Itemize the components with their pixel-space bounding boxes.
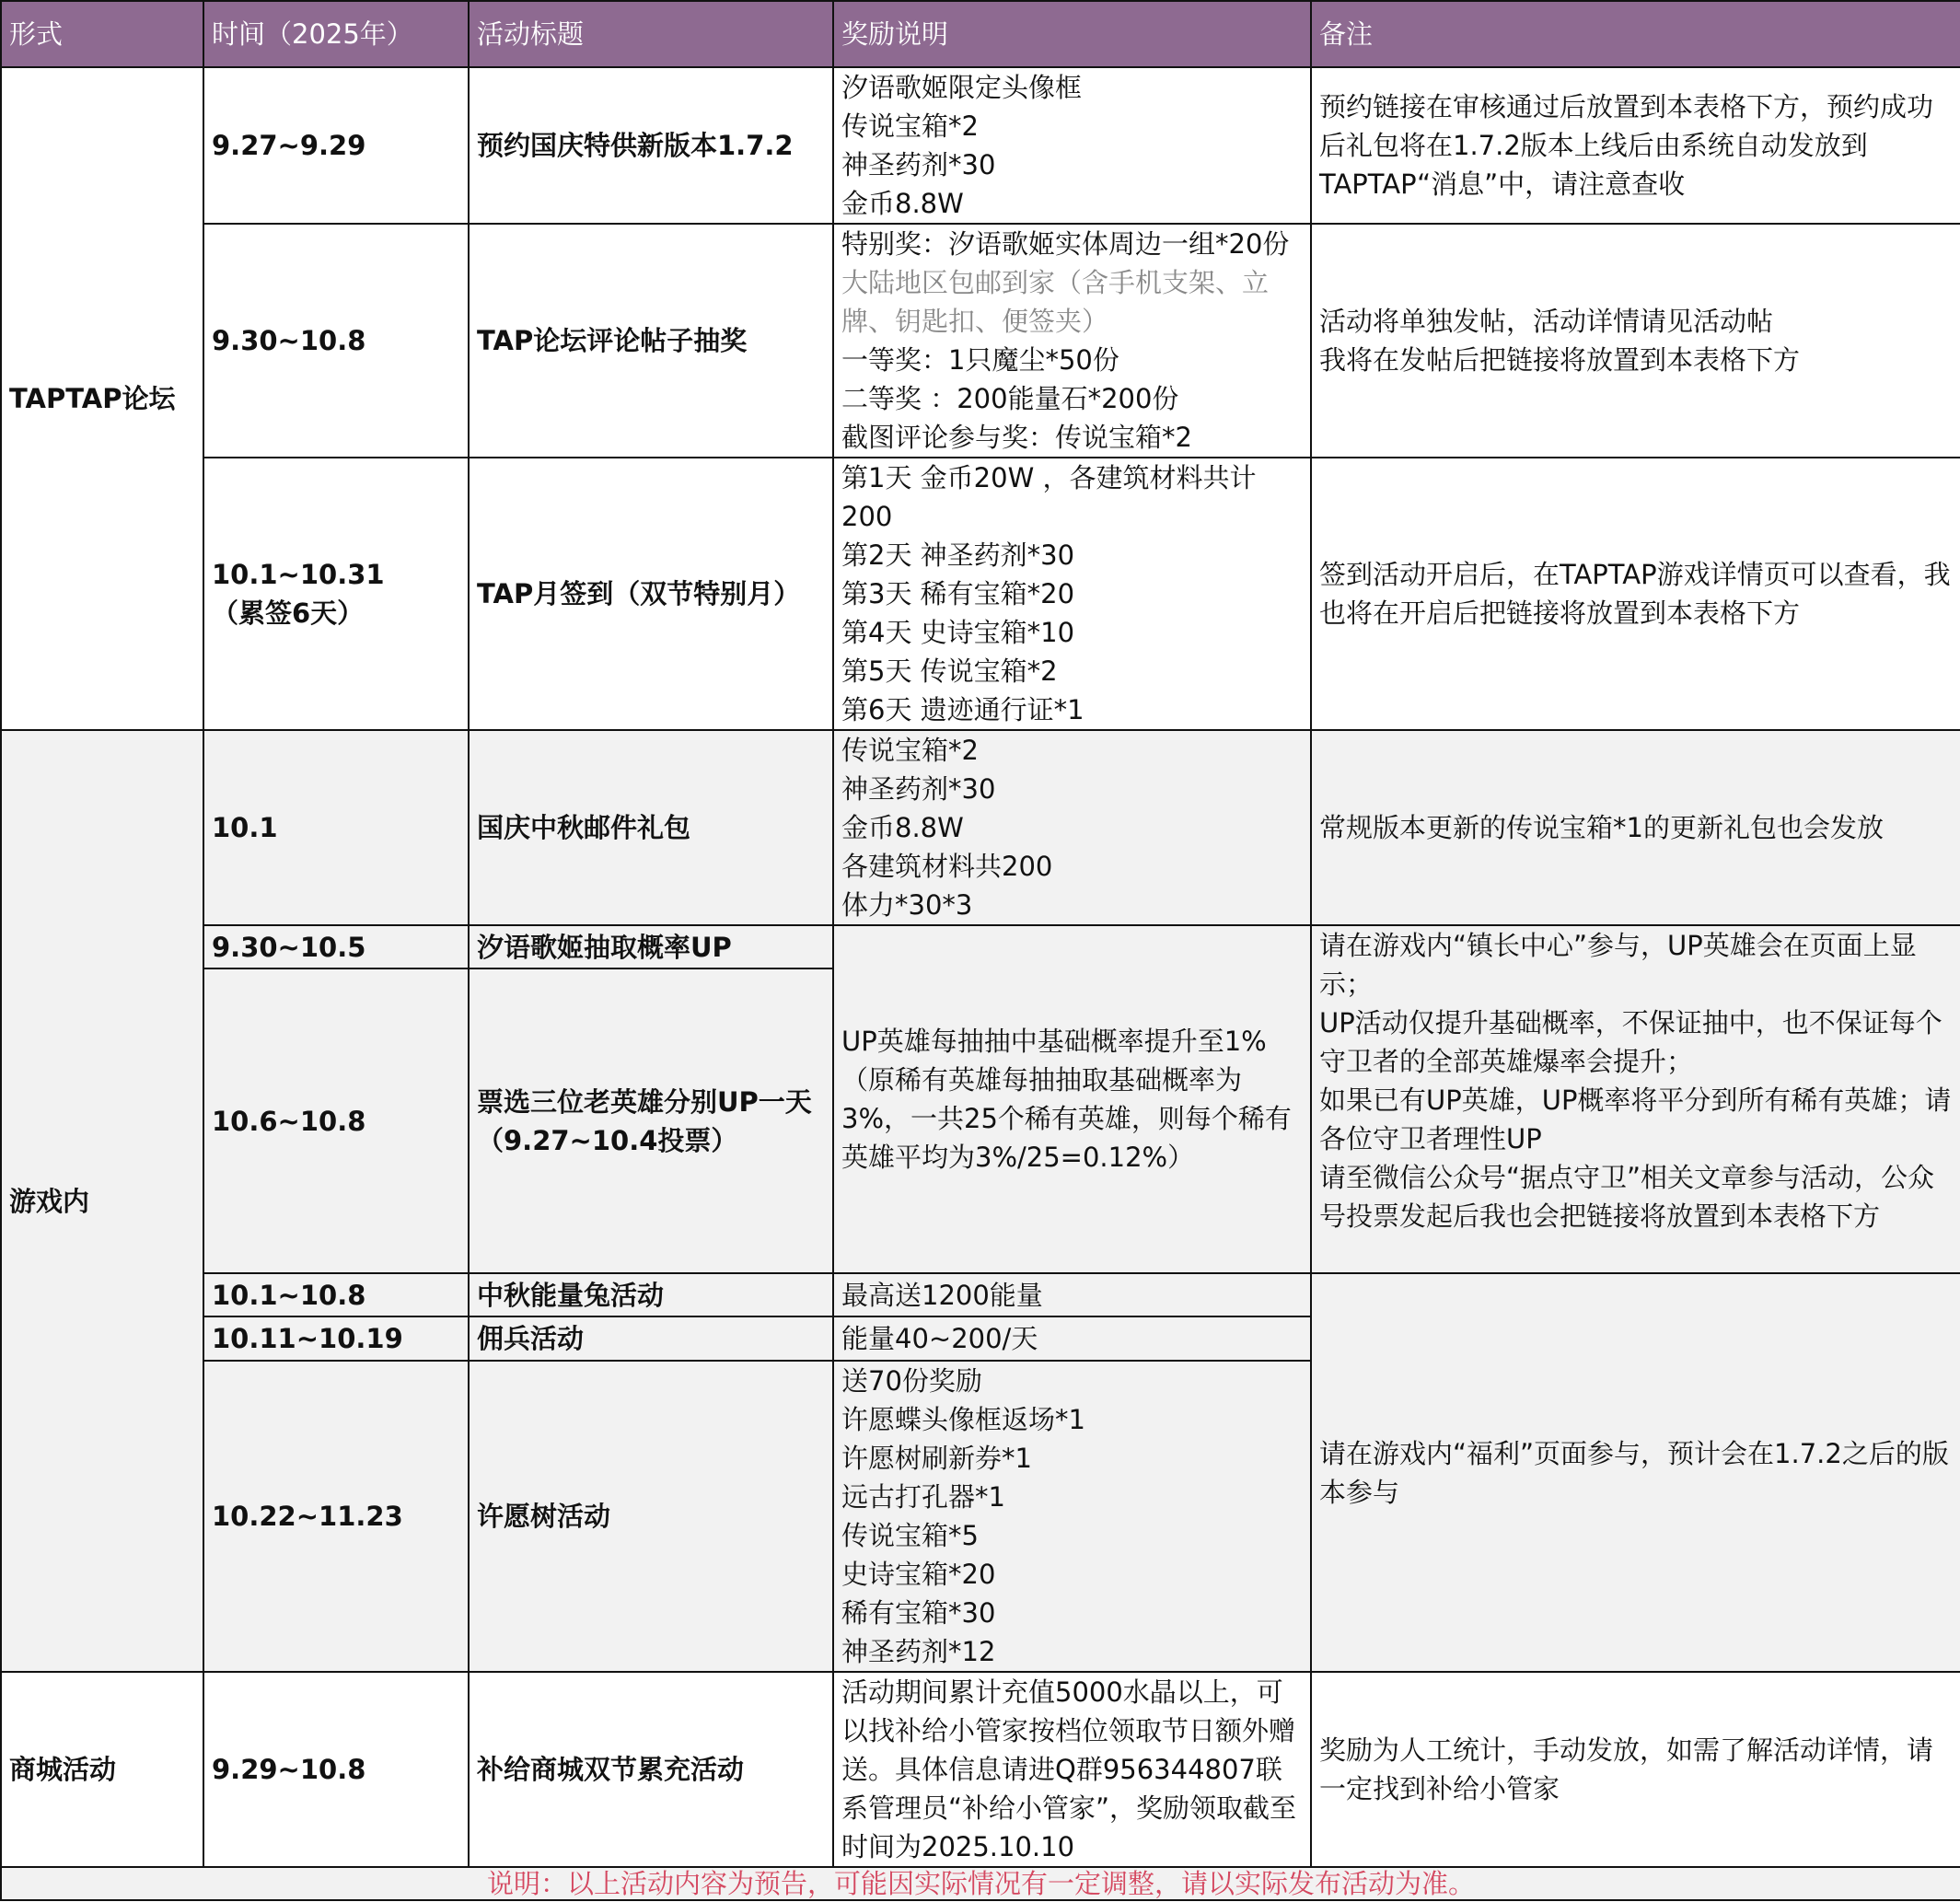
note-cell: 奖励为人工统计，手动发放，如需了解活动详情，请一定找到补给小管家	[1311, 1672, 1960, 1867]
reward-line: 截图评论参与奖：传说宝箱*2	[841, 422, 1192, 453]
time-cell: 9.30~10.5	[203, 925, 469, 968]
reward-cell: 最高送1200能量	[833, 1273, 1311, 1316]
title-cell: TAP月签到（双节特别月）	[469, 458, 833, 730]
note-cell: 签到活动开启后，在TAPTAP游戏详情页可以查看，我也将在开启后把链接将放置到本表格下方	[1311, 458, 1960, 730]
table-row	[1, 458, 1960, 730]
reward-line: 特别奖：汐语歌姬实体周边一组*20份	[841, 228, 1290, 260]
group-shop: 商城活动	[1, 1672, 203, 1867]
group-ingame: 游戏内	[1, 730, 203, 1672]
reward-line: 史诗宝箱*20	[841, 1559, 996, 1590]
note-cell	[1311, 224, 1960, 458]
reward-cell: UP英雄每抽抽中基础概率提升至1%（原稀有英雄每抽抽取基础概率为3%，一共25个稀有英雄，则每个稀有英雄平均为3%/25=0.12%）	[833, 925, 1311, 1273]
reward-cell	[833, 1361, 1311, 1672]
reward-cell: 活动期间累计充值5000水晶以上，可以找补给小管家按档位领取节日额外赠送。具体信息请进Q群956344807联系管理员“补给小管家”，奖励领取截至时间为2025.10.10	[833, 1672, 1311, 1867]
note-line: 请在游戏内“镇长中心”参与，UP英雄会在页面上显示；	[1319, 930, 1917, 1000]
reward-cell: 能量40~200/天	[833, 1316, 1311, 1361]
reward-cell	[833, 224, 1311, 458]
note-line: 活动将单独发帖，活动详情请见活动帖	[1319, 306, 1774, 337]
title-cell: 中秋能量兔活动	[469, 1273, 833, 1316]
time-cell: 9.27~9.29	[203, 67, 469, 224]
reward-line: 二等奖 ：200能量石*200份	[841, 383, 1179, 414]
reward-line: 传说宝箱*2	[841, 735, 979, 766]
note-cell	[1311, 925, 1960, 1273]
reward-cell	[833, 67, 1311, 224]
reward-line: 传说宝箱*5	[841, 1520, 979, 1551]
time-cell: 10.1~10.8	[203, 1273, 469, 1316]
reward-line: 一等奖：1只魔尘*50份	[841, 344, 1119, 376]
note-line: 请至微信公众号“据点守卫”相关文章参与活动，公众号投票发起后我也会把链接将放置到本表格下方	[1319, 1162, 1935, 1232]
reward-line: 第3天 稀有宝箱*20	[841, 578, 1075, 609]
footer-row	[1, 1867, 1960, 1900]
header-row	[1, 1, 1960, 67]
reward-line: 稀有宝箱*30	[841, 1597, 996, 1629]
table-row	[1, 730, 1960, 925]
reward-line: 许愿树刷新券*1	[841, 1443, 1032, 1474]
reward-cell	[833, 458, 1311, 730]
time-cell: 10.22~11.23	[203, 1361, 469, 1672]
reward-line: 大陆地区包邮到家（含手机支架、立牌、钥匙扣、便签夹）	[841, 267, 1270, 337]
note-cell: 常规版本更新的传说宝箱*1的更新礼包也会发放	[1311, 730, 1960, 925]
table-row	[1, 224, 1960, 458]
reward-line: 第6天 遗迹通行证*1	[841, 694, 1084, 725]
header-form: 形式	[1, 1, 203, 67]
note-cell: 请在游戏内“福利”页面参与，预计会在1.7.2之后的版本参与	[1311, 1273, 1960, 1672]
table-row	[1, 1672, 1960, 1867]
reward-line: 远古打孔器*1	[841, 1481, 1005, 1513]
reward-line: 神圣药剂*12	[841, 1636, 996, 1667]
reward-line: 金币8.8W	[841, 188, 964, 219]
footer-note: 说明：以上活动内容为预告，可能因实际情况有一定调整，请以实际发布活动为准。	[1, 1867, 1960, 1900]
time-cell: 10.6~10.8	[203, 968, 469, 1273]
header-time: 时间（2025年）	[203, 1, 469, 67]
title-cell: 票选三位老英雄分别UP一天（9.27~10.4投票）	[469, 968, 833, 1273]
title-cell: 预约国庆特供新版本1.7.2	[469, 67, 833, 224]
group-taptap: TAPTAP论坛	[1, 67, 203, 730]
title-cell: TAP论坛评论帖子抽奖	[469, 224, 833, 458]
reward-line: 各建筑材料共200	[841, 851, 1053, 882]
reward-line: 体力*30*3	[841, 889, 973, 921]
title-cell: 汐语歌姬抽取概率UP	[469, 925, 833, 968]
header-reward: 奖励说明	[833, 1, 1311, 67]
time-cell: 9.29~10.8	[203, 1672, 469, 1867]
header-note: 备注	[1311, 1, 1960, 67]
time-cell: 10.1	[203, 730, 469, 925]
time-line: 10.1~10.31	[212, 559, 385, 590]
reward-line: 第4天 史诗宝箱*10	[841, 617, 1075, 648]
title-cell: 许愿树活动	[469, 1361, 833, 1672]
note-line: 我将在发帖后把链接将放置到本表格下方	[1319, 344, 1801, 376]
time-cell: 10.11~10.19	[203, 1316, 469, 1361]
table-row	[1, 925, 1960, 968]
reward-line: 汐语歌姬限定头像框	[841, 72, 1083, 103]
note-line: UP活动仅提升基础概率，不保证抽中，也不保证每个守卫者的全部英雄爆率会提升；	[1319, 1007, 1943, 1077]
reward-cell	[833, 730, 1311, 925]
reward-line: 许愿蝶头像框返场*1	[841, 1404, 1085, 1435]
reward-line: 送70份奖励	[841, 1365, 982, 1397]
time-line: （累签6天）	[212, 597, 365, 629]
table-row	[1, 67, 1960, 224]
reward-line: 金币8.8W	[841, 812, 964, 843]
title-cell: 补给商城双节累充活动	[469, 1672, 833, 1867]
time-cell	[203, 458, 469, 730]
time-cell: 9.30~10.8	[203, 224, 469, 458]
reward-line: 神圣药剂*30	[841, 149, 996, 180]
reward-line: 神圣药剂*30	[841, 773, 996, 805]
title-cell: 佣兵活动	[469, 1316, 833, 1361]
title-cell: 国庆中秋邮件礼包	[469, 730, 833, 925]
reward-line: 第2天 神圣药剂*30	[841, 539, 1075, 571]
note-line: 如果已有UP英雄，UP概率将平分到所有稀有英雄；请各位守卫者理性UP	[1319, 1084, 1952, 1154]
reward-line: 传说宝箱*2	[841, 110, 979, 142]
table-row	[1, 1273, 1960, 1316]
header-title: 活动标题	[469, 1, 833, 67]
note-cell: 预约链接在审核通过后放置到本表格下方，预约成功后礼包将在1.7.2版本上线后由系统自动发放到TAPTAP“消息”中，请注意查收	[1311, 67, 1960, 224]
reward-line: 第5天 传说宝箱*2	[841, 655, 1058, 687]
reward-line: 第1天 金币20W ，各建筑材料共计200	[841, 462, 1257, 532]
